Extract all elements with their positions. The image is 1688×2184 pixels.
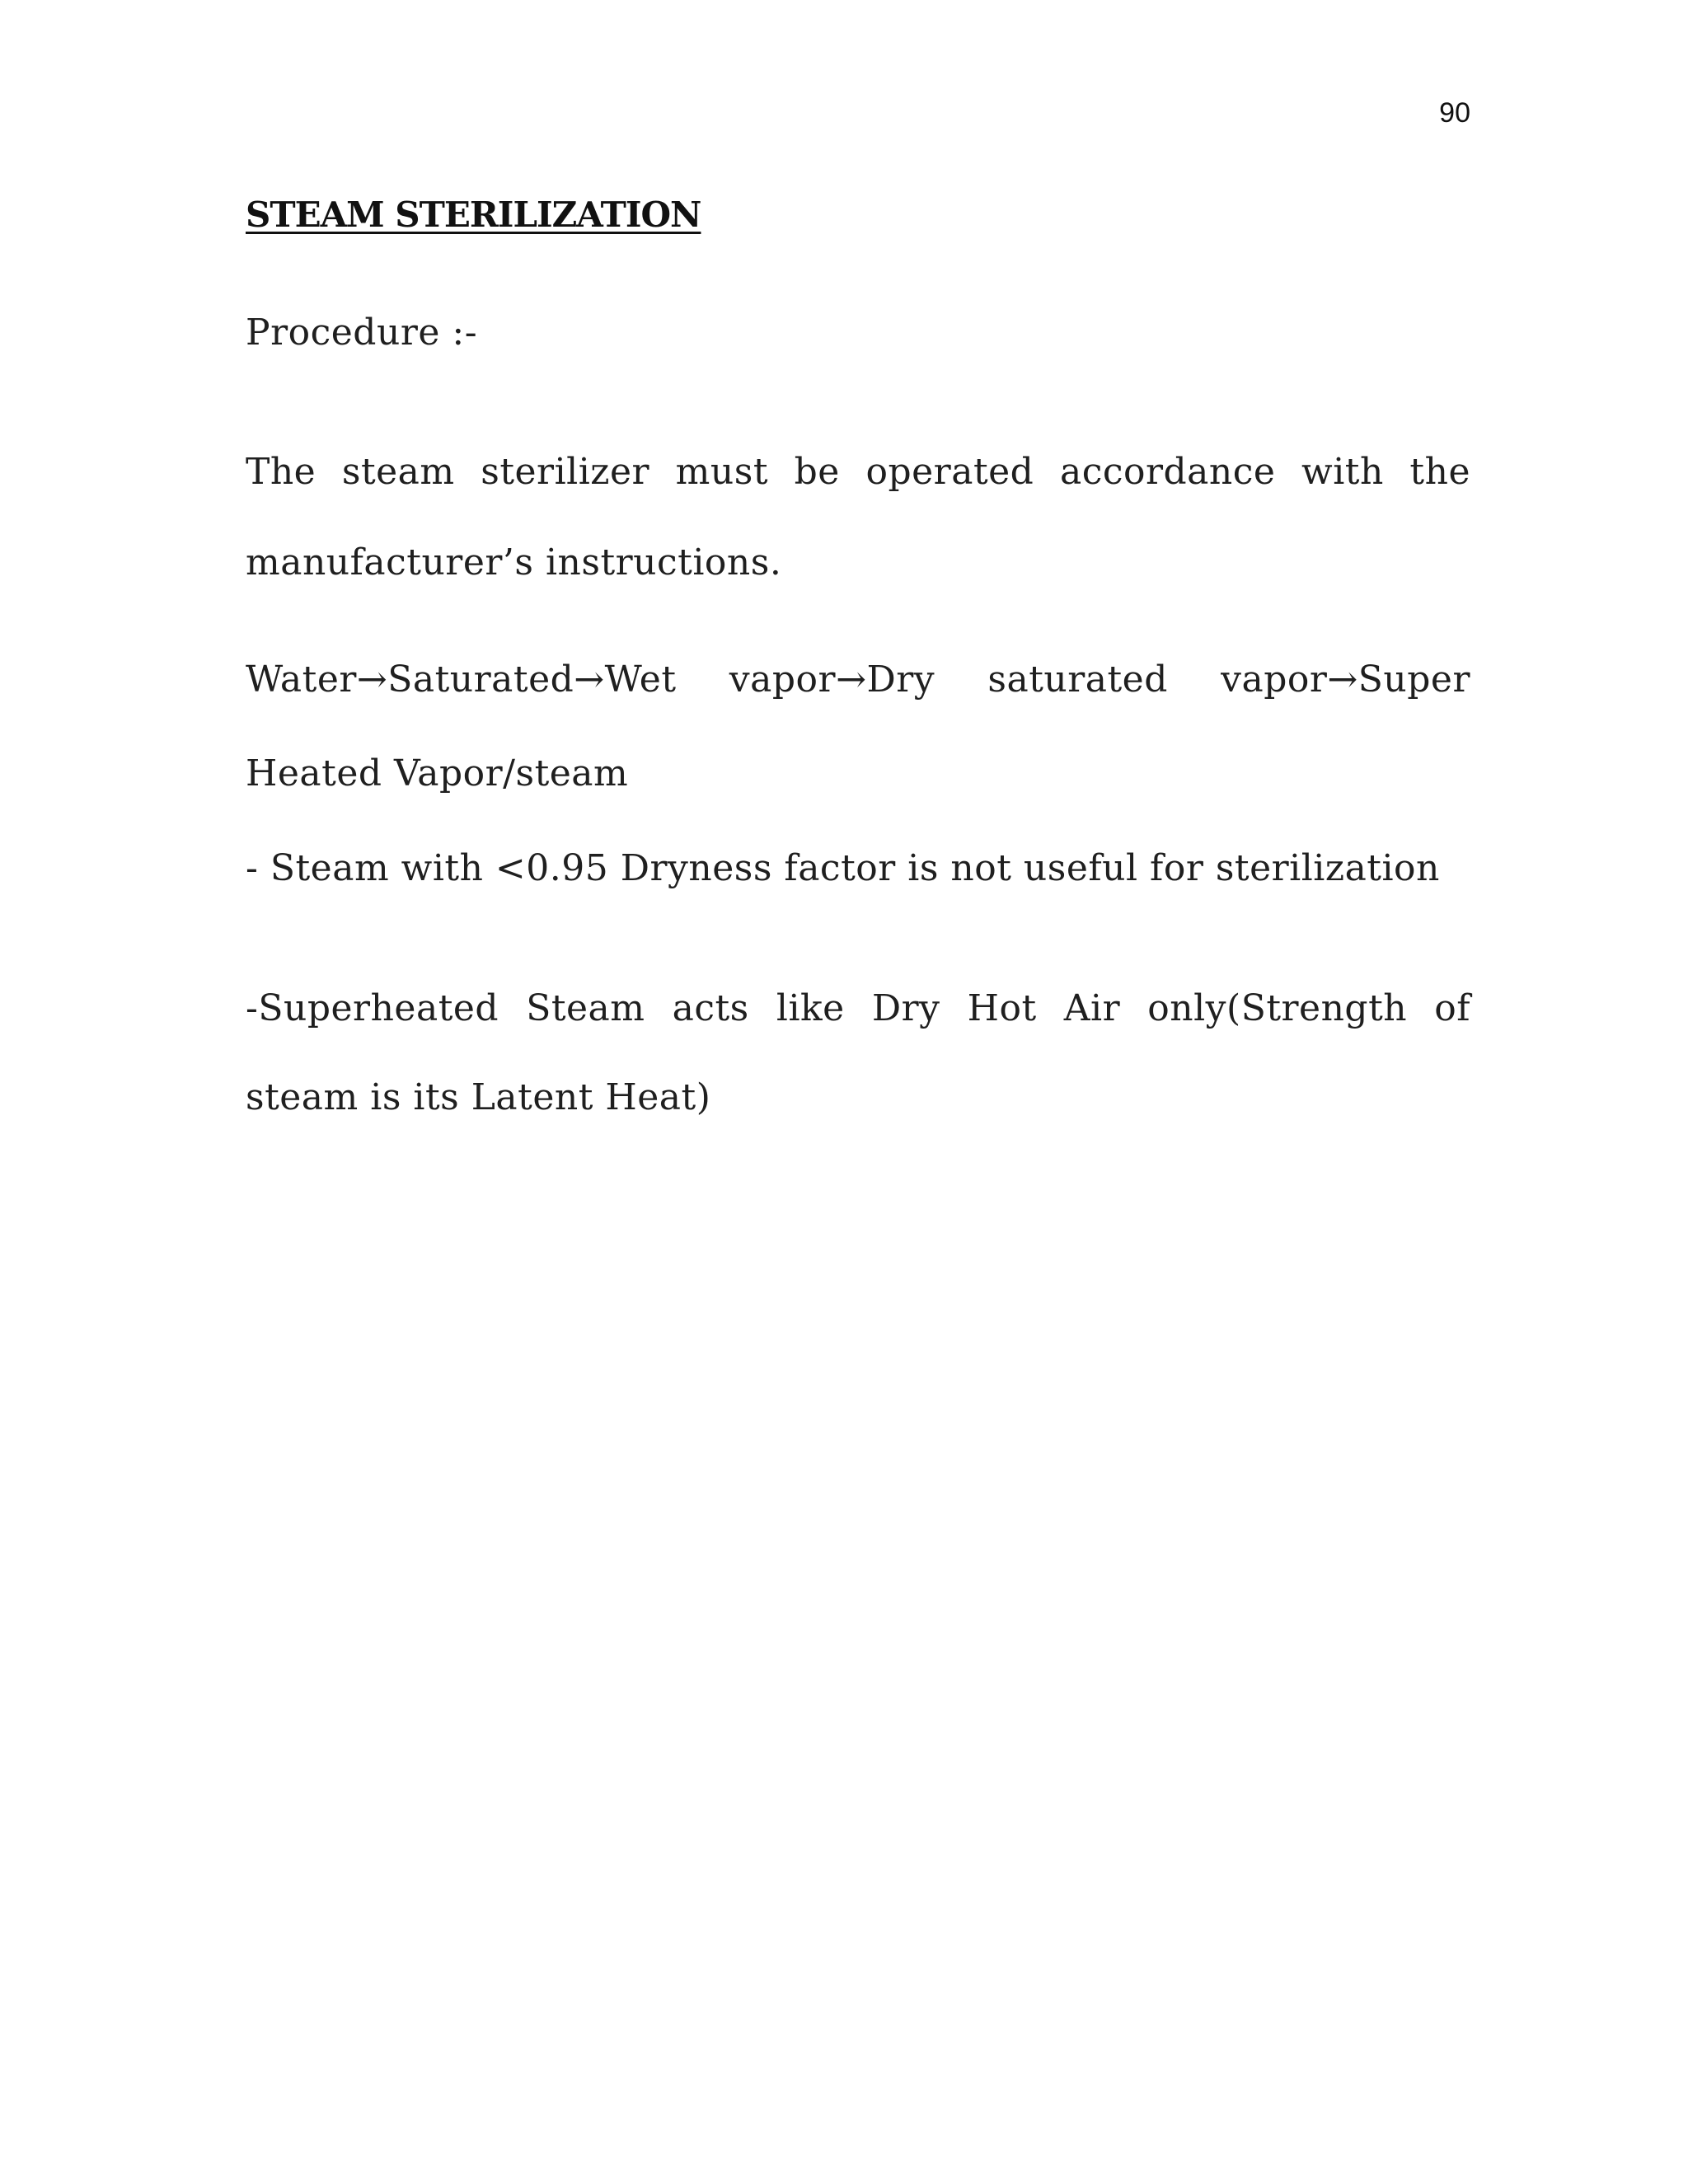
procedure-heading: Procedure :- bbox=[246, 312, 478, 354]
paragraph-superheated-steam: -Superheated Steam acts like Dry Hot Air only(Strength of steam is its Latent Heat) bbox=[246, 987, 1470, 1118]
paragraph-steam-phases: Water→Saturated→Wet vapor→Dry saturated vapor→Super Heated Vapor/steam bbox=[246, 658, 1470, 794]
paragraph-dryness-factor: - Steam with <0.95 Dryness factor is not useful for sterilization bbox=[246, 847, 1440, 889]
paragraph-operation: The steam sterilizer must be operated accordance with the manufacturer’s instructions. bbox=[246, 451, 1470, 583]
section-title: STEAM STERILIZATION bbox=[246, 194, 701, 235]
page-number: 90 bbox=[1439, 97, 1470, 129]
